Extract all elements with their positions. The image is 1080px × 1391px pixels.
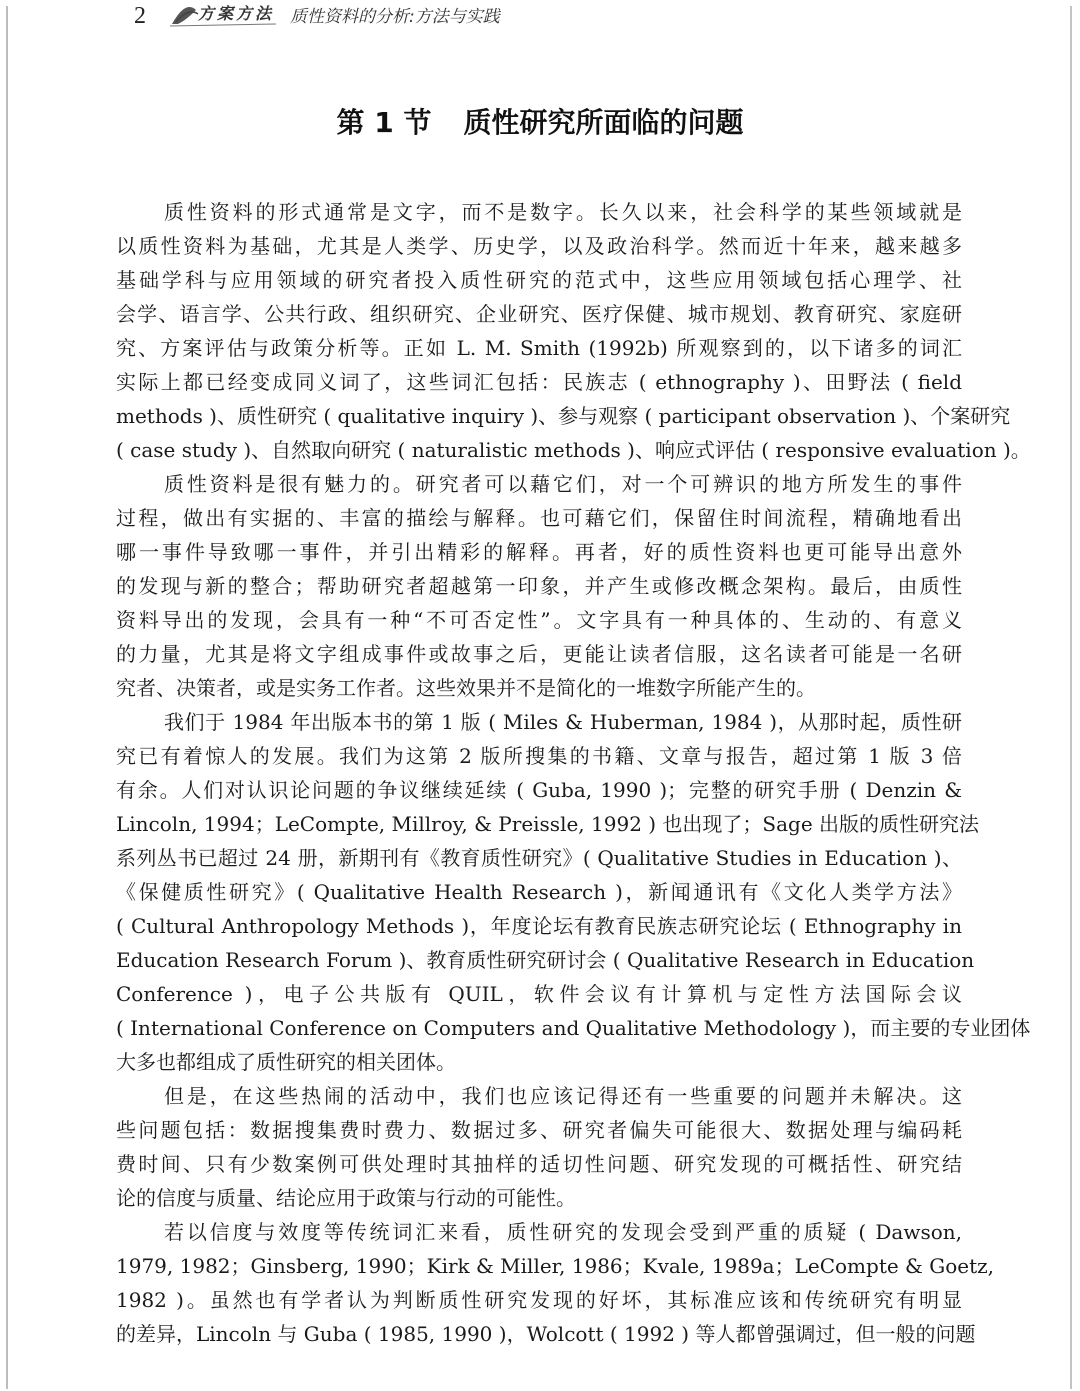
page-header: [0, 0, 1080, 40]
text-line: ( International Conference on Computers and Qualitative Methodology )，而主要的专业团体: [116, 1016, 1031, 1040]
paragraph-5: [116, 1215, 994, 1351]
text-line: 费时间、只有少数案例可供处理时其抽样的适切性问题、研究发现的可概括性、研究结: [116, 1152, 962, 1176]
text-line: 我们于 1984 年出版本书的第 1 版 ( Miles & Huberman, 1984 )，从那时起，质性研: [164, 710, 962, 734]
text-line: 究、方案评估与政策分析等。正如 L. M. Smith (1992b) 所观察到的，以下诸多的词汇: [116, 336, 962, 360]
text-line: 论的信度与质量、结论应用于政策与行动的可能性。: [116, 1186, 576, 1210]
text-line: 基础学科与应用领域的研究者投入质性研究的范式中，这些应用领域包括心理学、社: [116, 268, 962, 292]
paragraph-2: [116, 467, 962, 705]
series-logo-text: 方案方法: [198, 4, 275, 23]
text-line: 些问题包括：数据搜集费时费力、数据过多、研究者偏失可能很大、数据处理与编码耗: [116, 1118, 962, 1142]
series-logo: [168, 0, 280, 28]
text-line: 以质性资料为基础，尤其是人类学、历史学，以及政治科学。然而近十年来，越来越多: [116, 234, 962, 258]
text-line: Conference )，电子公共版有 QUIL，软件会议有计算机与定性方法国际会议: [116, 982, 962, 1006]
text-line: ( case study )、自然取向研究 ( naturalistic methods )、响应式评估 ( responsive evaluation )。: [116, 438, 1031, 462]
text-line: 过程，做出有实据的、丰富的描绘与解释。也可藉它们，保留住时间流程，精确地看出: [116, 506, 962, 530]
paragraph-1: [116, 195, 1031, 467]
text-line: 1982 )。虽然也有学者认为判断质性研究发现的好坏，其标准应该和传统研究有明显: [116, 1288, 962, 1312]
text-line: 若以信度与效度等传统词汇来看，质性研究的发现会受到严重的质疑 ( Dawson,: [164, 1220, 962, 1244]
text-line: 系列丛书已超过 24 册，新期刊有《教育质性研究》( Qualitative Studies in Education )、: [116, 846, 962, 870]
text-line: 哪一事件导致哪一事件，并引出精彩的解释。再者，好的质性资料也更可能导出意外: [116, 540, 962, 564]
section-number: 第 1 节: [336, 106, 432, 139]
text-line: 资料导出的发现，会具有一种“不可否定性”。文字具有一种具体的、生动的、有意义: [116, 608, 962, 632]
text-line: 会学、语言学、公共行政、组织研究、企业研究、医疗保健、城市规划、教育研究、家庭研: [116, 302, 962, 326]
section-title: [0, 103, 1080, 143]
text-line: Education Research Forum )、教育质性研究研讨会 ( Qualitative Research in Education: [116, 948, 975, 972]
text-line: 的差异，Lincoln 与 Guba ( 1985, 1990 )，Wolcott ( 1992 ) 等人都曾强调过，但一般的问题: [116, 1322, 976, 1346]
body-text: [116, 195, 1031, 1351]
paragraph-4: [116, 1079, 962, 1215]
text-line: 但是，在这些热闹的活动中，我们也应该记得还有一些重要的问题并未解决。这: [164, 1084, 962, 1108]
text-line: methods )、质性研究 ( qualitative inquiry )、参与观察 ( participant observation )、个案研究: [116, 404, 1011, 428]
section-title-text: 质性研究所面临的问题: [463, 106, 744, 139]
text-line: 《保健质性研究》( Qualitative Health Research )，新闻通讯有《文化人类学方法》: [116, 880, 962, 904]
text-line: 实际上都已经变成同义词了，这些词汇包括：民族志 ( ethnography )、田野法 ( field: [116, 370, 962, 394]
paragraph-3: [116, 705, 1031, 1079]
text-line: 质性资料是很有魅力的。研究者可以藉它们，对一个可辨识的地方所发生的事件: [164, 472, 962, 496]
text-line: 有余。人们对认识论问题的争议继续延续 ( Guba, 1990 )；完整的研究手册 ( Denzin &: [116, 778, 962, 802]
text-line: 1979, 1982；Ginsberg, 1990；Kirk & Miller, 1986；Kvale, 1989a；LeCompte & Goetz,: [116, 1254, 994, 1278]
text-line: Lincoln, 1994；LeCompte, Millroy, & Preissle, 1992 ) 也出现了；Sage 出版的质性研究法: [116, 812, 980, 836]
text-line: 的发现与新的整合；帮助研究者超越第一印象，并产生或修改概念架构。最后，由质性: [116, 574, 962, 598]
text-line: 究者、决策者，或是实务工作者。这些效果并不是简化的一堆数字所能产生的。: [116, 676, 816, 700]
text-line: 的力量，尤其是将文字组成事件或故事之后，更能让读者信服，这名读者可能是一名研: [116, 642, 962, 666]
text-line: ( Cultural Anthropology Methods )，年度论坛有教育民族志研究论坛 ( Ethnography in: [116, 914, 962, 938]
text-line: 大多也都组成了质性研究的相关团体。: [116, 1050, 456, 1074]
text-line: 究已有着惊人的发展。我们为这第 2 版所搜集的书籍、文章与报告，超过第 1 版 3 倍: [116, 744, 962, 768]
text-line: 质性资料的形式通常是文字，而不是数字。长久以来，社会科学的某些领域就是: [164, 200, 962, 224]
running-title: 质性资料的分析:方法与实践: [290, 7, 500, 27]
page-number: 2: [134, 3, 146, 29]
